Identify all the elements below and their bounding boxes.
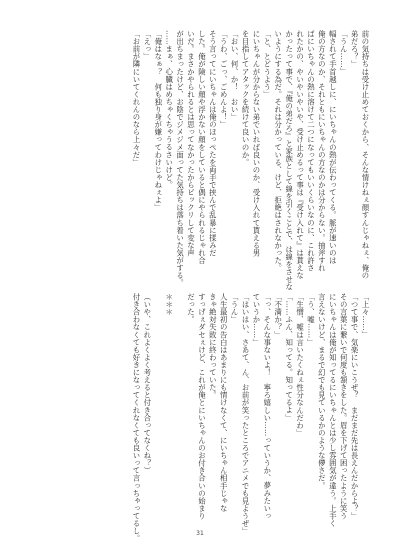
text-line: 人生最初の告白はあまりにも情けなくて、にいちゃん相手じゃな [219,293,229,512]
text-line: 「不満か？」 [273,293,283,339]
text-line [152,293,163,515]
text-line [174,293,185,515]
text-line: だった。 [186,293,196,324]
text-line: いだ。まさかやられるとは思ってなかったからビックリして変な声 [186,30,196,257]
text-line: 「……ふん、知ってる。知ってるよ」 [284,293,294,422]
text-line: 幅されて手首越しに、にいちゃんの熱が伝わってくる。脈が速いのは [328,30,338,265]
text-line: にいちゃんが分からない弟でいれば良いのか、受け入れて貰える男 [251,30,261,257]
top-text-block [130,30,370,291]
text-line: 「えっ」 [142,30,152,61]
text-line: 付き合わなくても好きになってくれなくても良いって言っちゃってるし。 [131,293,141,543]
text-line: 「おい、何、か！ おい」 [230,30,240,121]
text-line: ばにいちゃんの熱に溶けて二つになってもいいくらいなのに、これ許さ [306,30,316,272]
text-line: 「うん……」 [339,30,349,76]
text-line: すっげぇダセぇけど、これが俺とにいちゃんのお付き合いの始まり [197,293,207,520]
text-line: その言葉に繋いで何度も頷きをした。眉を下げて困ったように笑う [339,293,349,520]
text-line: 「生憎、嘘は言いたくねぇ性分なんだわ」 [295,293,305,437]
text-line: 「と、とどうよう」 [262,30,272,98]
page-number: 31 [196,530,204,537]
text-line: ＊＊＊ [164,293,174,316]
text-line: きゃ絶対失敗に終わっていた。 [208,293,218,399]
text-line: れたかの、やいやいやいや、受け止めるって事は『受け入れて』は貰えな [295,30,305,280]
text-line: 「っ、そんな事ないよ！ 寧ろ嬉しい……っていうか、夢みたいっ [262,293,272,520]
text-line: 「はいはい、さあて、ん、お前が笑ったところでアニメでも見ようぜ」 [241,293,251,535]
text-line: 俺の方なのか、それともにいちゃんの方なのかは分からない。抽斧すれ [317,30,327,272]
text-line: 言えないけど、まるで幻でも見ているかのような儚さだ。 [317,293,327,490]
text-line: にいちゃんは俺が知ってるにいちゃんとは少し雰囲気が違う。上手く [328,293,338,528]
text-line: を目指してアタックを続けて良いのか。 [241,30,251,166]
text-line: が出ちまったけど、お陰でジメジメ面ってた気持ちは落ち着いた気がする。 [175,30,185,287]
text-line: ていうか……」 [251,293,261,346]
text-line: そう言ってにいちゃんは俺のほっぺたを両手で挟んで乱暴に揉みだ [208,30,218,257]
text-line: 「俺はなぁ？ 何も独り身が嫌ってわけじゃねぇよ」 [153,30,163,212]
text-line: 前の気持ちは受け止めておくから、そんな情けねぇ顔すんじゃねぇ、俺の [361,30,370,280]
text-line: （いや、これよくよく考えると付き合ってなくね？） [142,293,152,475]
text-line: 弟だろ？」 [350,30,360,68]
text-line: かったって事で、『俺の弟だろ』と家族として線を引くことで、は線をさせな [284,30,294,291]
text-line: 「上々……」 [361,293,370,339]
text-line: 「う、嘘……」 [306,293,316,346]
text-line: した。俺が険しい顔や浮かない顔をしていると偶にやられるじゃれ合 [197,30,207,265]
text-line: いようにする為だ。それは分かっている、けど、拒絶はされなかった。 [273,30,283,272]
text-line: 「うん」 [230,293,240,324]
text-line: 「つて事で、気楽にいこうぜ？ まだまだ先は長えんだからよ？」 [350,293,360,520]
text-line: 「うわ、ごっ、ごめんよ！」 [219,30,229,129]
text-line: 「お前が隣にいてくれんのなら上々だ」 [131,30,141,166]
text-line: ……まぁ、心臓はめちゃくちゃうるさいけど。 [164,30,174,189]
